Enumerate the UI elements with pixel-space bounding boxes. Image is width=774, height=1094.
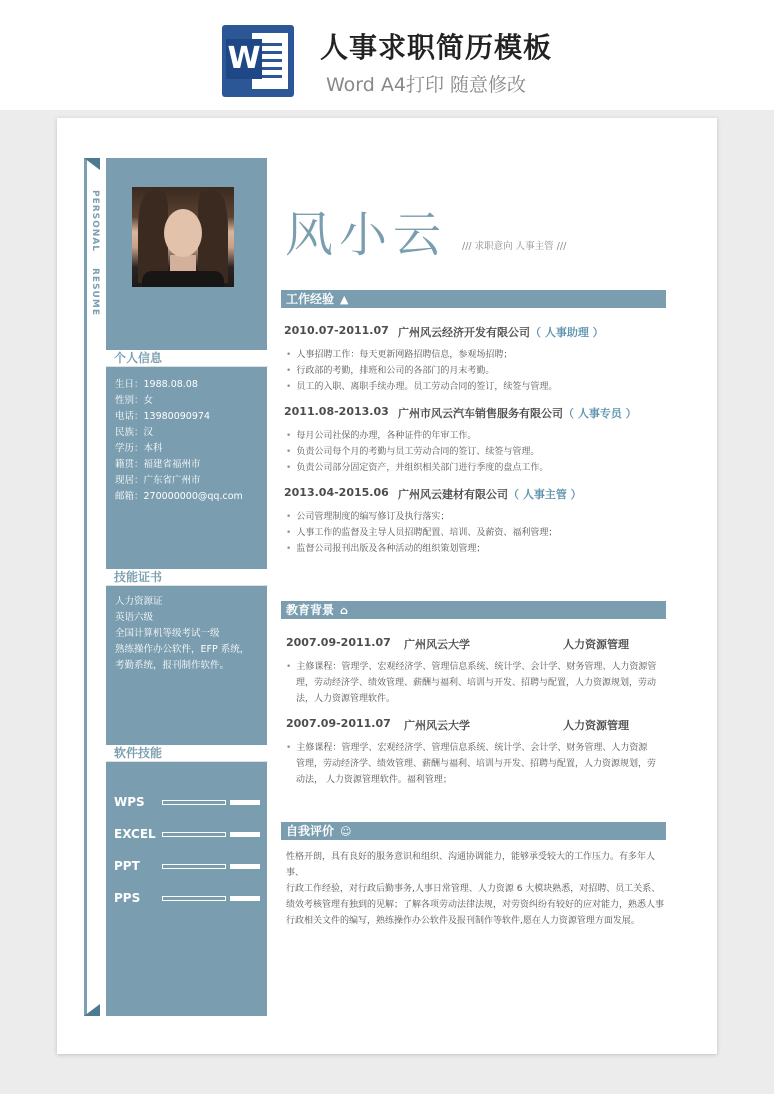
skill-row (114, 795, 264, 809)
profile-photo (132, 187, 234, 287)
skill-bar-track (162, 800, 226, 805)
list-item: 籍贯：福建省福州市 (115, 459, 201, 470)
word-icon (222, 25, 294, 97)
job-bullets (286, 347, 557, 395)
skill-row (114, 827, 264, 841)
self-eval-line: 绩效考核管理有独到的见解；了解各项劳动法律法规，对劳资纠纷有较好的应对能力，熟悉人事 (286, 900, 665, 910)
software-skills-heading: 软件技能 (106, 745, 268, 762)
edu-courses: • 主修课程：管理学、宏观经济学、管理信息系统、统计学、会计学、财务管理、人力资源管 理，劳动经济学、绩效管理、薪酬与福利、培训与开发、招聘与配置，人力资源规划，劳动 法，人力资源管理软件。 (286, 659, 666, 707)
certificates-list (115, 594, 249, 674)
list-item: • 人事招聘工作：每天更新网路招聘信息，参观场招聘； (286, 347, 557, 363)
job-header (284, 486, 582, 501)
education-entry (286, 636, 666, 649)
list-item: • 公司管理制度的编写修订及执行落实； (286, 509, 557, 525)
education-heading-label: 教育背景 (286, 603, 335, 617)
list-item: 人力资源证 (115, 596, 163, 607)
skill-bar-level (230, 832, 260, 837)
list-item: • 负责公司每个月的考勤与员工劳动合同的签订、续签与管理。 (286, 444, 548, 460)
list-item: 邮箱：270000000@qq.com (115, 491, 243, 502)
ribbon-fold-top (84, 158, 100, 170)
edu-course-line: 法，人力资源管理软件。 (296, 694, 396, 704)
list-item: • 人事工作的监督及主导人员招聘配置、培训、及薪资、福利管理； (286, 525, 557, 541)
self-eval-line: 行政工作经验，对行政后勤事务,人事日常管理、人力资源 6 大模块熟悉，对招聘、员工关系、 (286, 884, 661, 894)
list-item: 学历：本科 (115, 443, 163, 454)
job-bullets (286, 428, 548, 476)
personal-info-list (115, 377, 243, 505)
person-icon: ☺ (340, 825, 352, 838)
list-item: 考勤系统，报刊制作软件。 (115, 660, 230, 671)
skill-label: WPS (114, 795, 145, 809)
list-item: • 监督公司报刊出版及各种活动的组织策划管理； (286, 541, 557, 557)
list-item: • 员工的入职、离职手续办理。员工劳动合同的签订，续签与管理。 (286, 379, 557, 395)
skill-bar-level (230, 864, 260, 869)
edu-course-line: 动法， 人力资源管理软件。福利管理； (296, 775, 452, 785)
skill-label: EXCEL (114, 827, 156, 841)
edu-major: 人力资源管理 (563, 638, 629, 651)
job-intent: /// 求职意向 人事主管 /// (462, 241, 567, 252)
ribbon-fold-bottom (84, 1004, 100, 1016)
self-eval-text (286, 849, 666, 929)
candidate-name: 风小云 (285, 207, 448, 263)
edu-school: 广州风云大学 (404, 719, 470, 732)
edu-course-line: 主修课程：管理学、宏观经济学、管理信息系统、统计学、会计学、财务管理、人力资源管 (296, 662, 657, 672)
word-letter: W (226, 39, 262, 79)
job-header (284, 324, 604, 339)
skill-bar-level (230, 800, 260, 805)
edu-period: 2007.09-2011.07 (286, 717, 391, 730)
edu-course-line: 主修课程：管理学、宏观经济学、管理信息系统、统计学、会计学、财务管理、人力资源 (296, 743, 648, 753)
list-item: 性别：女 (115, 395, 154, 406)
job-company: 广州风云建材有限公司 (398, 488, 508, 501)
ribbon-text-personal: PERSONAL (90, 190, 100, 253)
self-eval-heading (281, 822, 666, 840)
skill-row (114, 859, 264, 873)
list-item: 民族：汉 (115, 427, 154, 438)
top-banner (0, 0, 774, 110)
job-bullets (286, 509, 557, 557)
job-period: 2011.08-2013.03 (284, 405, 389, 418)
job-period: 2013.04-2015.06 (284, 486, 389, 499)
personal-info-heading: 个人信息 (106, 350, 268, 367)
self-eval-heading-label: 自我评价 (286, 824, 335, 838)
skill-bar-level (230, 896, 260, 901)
briefcase-icon: ▲ (340, 293, 349, 306)
job-role: （ 人事专员 ） (563, 407, 637, 420)
list-item: 现居：广东省广州市 (115, 475, 201, 486)
edu-course-line: 理，劳动经济学、绩效管理、薪酬与福利、培训与开发、招聘与配置，人力资源规划，劳动 (296, 678, 657, 688)
skill-bar-track (162, 864, 226, 869)
job-period: 2010.07-2011.07 (284, 324, 389, 337)
self-eval-line: 性格开朗，具有良好的服务意识和组织、沟通协调能力，能够承受较大的工作压力。有多年人事、 (286, 852, 656, 878)
edu-course-line: 管理，劳动经济学、绩效管理、薪酬与福利、培训与开发、招聘与配置，人力资源规划，劳 (296, 759, 657, 769)
banner-title: 人事求职简历模板 (320, 31, 553, 64)
ribbon-text-resume: RESUME (90, 268, 100, 316)
skill-bar-track (162, 832, 226, 837)
list-item: 电话：13980090974 (115, 411, 210, 422)
skill-row (114, 891, 264, 905)
edu-courses: • 主修课程：管理学、宏观经济学、管理信息系统、统计学、会计学、财务管理、人力资源 管理，劳动经济学、绩效管理、薪酬与福利、培训与开发、招聘与配置，人力资源规划，劳 动法， 人力资源管理软件。福利管理； (286, 740, 666, 788)
education-heading (281, 601, 666, 619)
job-role: （ 人事助理 ） (530, 326, 604, 339)
banner-subtitle: Word A4打印 随意修改 (326, 74, 527, 96)
job-role: （ 人事主管 ） (508, 488, 582, 501)
skill-label: PPS (114, 891, 141, 905)
list-item: 熟练操作办公软件，EFP 系统， (115, 644, 250, 655)
self-eval-line: 行政相关文件的编写，熟练操作办公软件及报刊制作等软件,愿在人力资源管理方面发展。 (286, 916, 640, 926)
list-item: 英语六级 (115, 612, 154, 623)
list-item: • 负责公司部分固定资产，并组织相关部门进行季度的盘点工作。 (286, 460, 548, 476)
list-item: • 行政部的考勤，排班和公司的各部门的月末考勤。 (286, 363, 557, 379)
edu-period: 2007.09-2011.07 (286, 636, 391, 649)
education-entry (286, 717, 666, 730)
list-item: 全国计算机等级考试一级 (115, 628, 220, 639)
work-heading-label: 工作经验 (286, 292, 335, 306)
certificates-heading: 技能证书 (106, 569, 268, 586)
list-item: 生日：1988.08.08 (115, 379, 198, 390)
job-header (284, 405, 637, 420)
work-heading (281, 290, 666, 308)
skill-label: PPT (114, 859, 140, 873)
job-company: 广州市风云汽车销售服务有限公司 (398, 407, 563, 420)
edu-major: 人力资源管理 (563, 719, 629, 732)
home-icon: ⌂ (340, 604, 348, 617)
list-item: • 每月公司社保的办理，各种证件的年审工作。 (286, 428, 548, 444)
job-company: 广州风云经济开发有限公司 (398, 326, 530, 339)
skill-bar-track (162, 896, 226, 901)
edu-school: 广州风云大学 (404, 638, 470, 651)
